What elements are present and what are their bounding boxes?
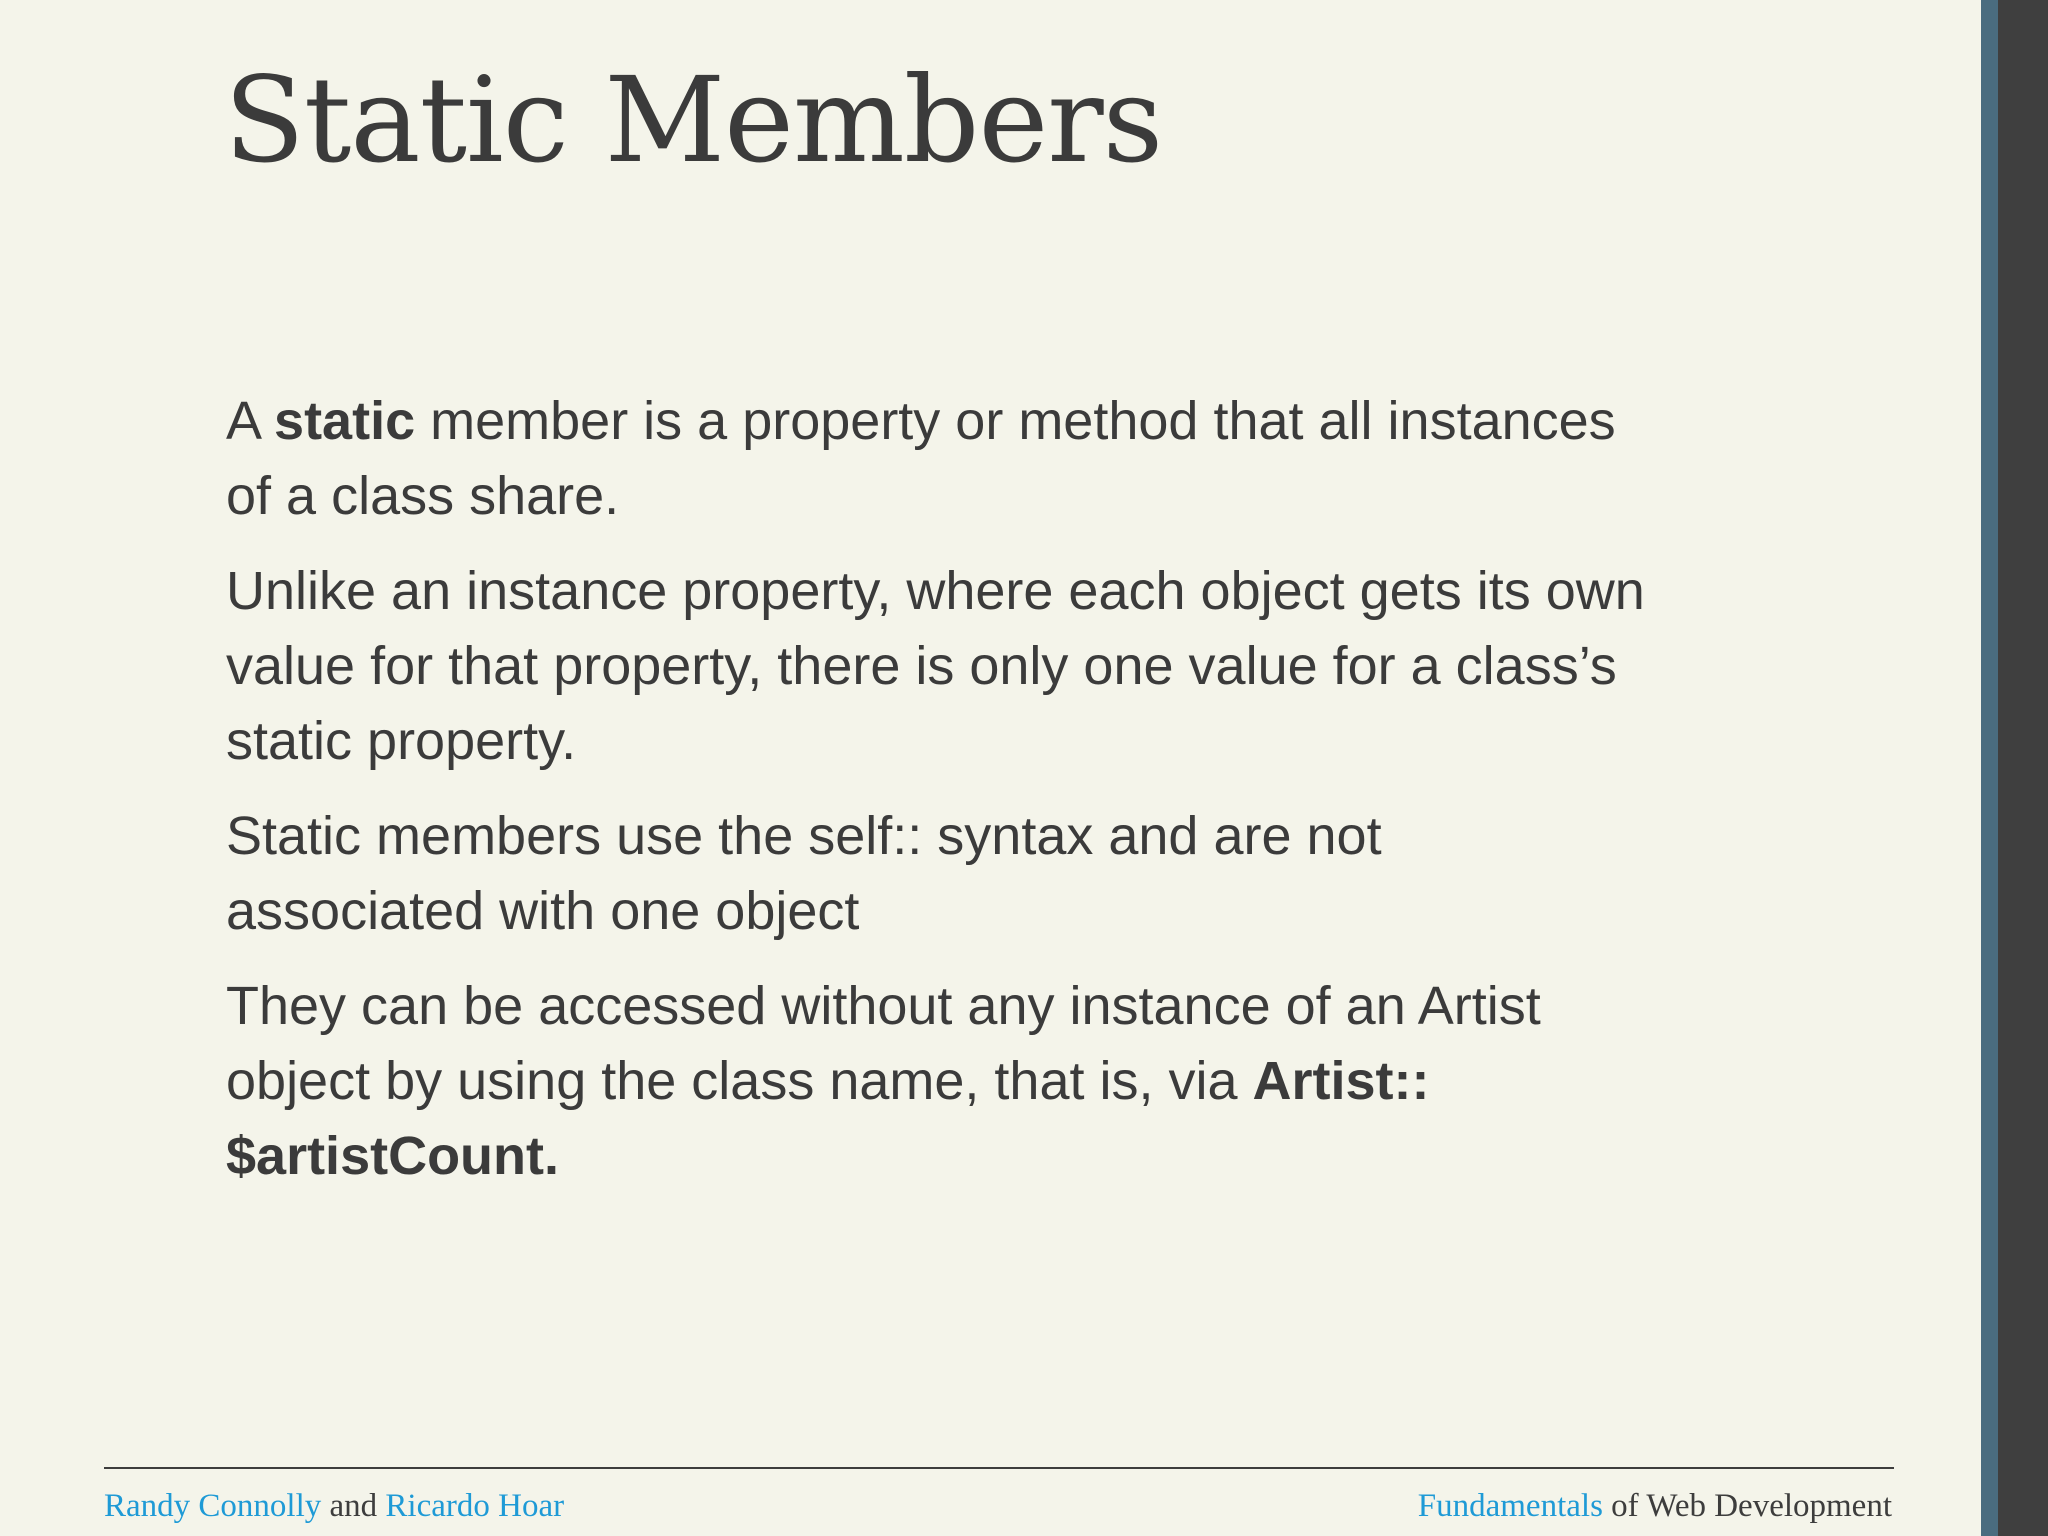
paragraph-static-definition — [226, 384, 1646, 534]
author-conjunction: and — [321, 1488, 386, 1524]
book-title-rest: of Web Development — [1602, 1488, 1892, 1524]
footer-book-title — [1418, 1484, 1892, 1528]
paragraph-instance-comparison: Unlike an instance property, where each object gets its own value for that property, there is only one value for a class’s static property. — [226, 561, 1645, 771]
footer-authors — [104, 1484, 564, 1528]
author-randy-connolly: Randy Connolly — [104, 1488, 322, 1524]
slide-title: Static Members — [224, 51, 1163, 189]
text-span: They can be accessed without any instance of an Artist object by using the class name, that is, via — [226, 976, 1541, 1111]
side-bar-accent — [1981, 0, 1998, 1536]
side-bar-dark — [1998, 0, 2048, 1536]
text-span: member is a property or method that all instances of a class share. — [226, 391, 1616, 526]
paragraph-access — [226, 969, 1646, 1194]
code-artist-count: Artist:: $artistCount. — [226, 1051, 1430, 1186]
footer-divider — [104, 1467, 1894, 1469]
book-title-accent: Fundamentals — [1417, 1488, 1603, 1524]
author-ricardo-hoar: Ricardo Hoar — [385, 1488, 565, 1524]
slide-body — [226, 384, 1646, 1214]
paragraph-self-syntax: Static members use the self:: syntax and are not associated with one object — [226, 806, 1382, 941]
keyword-static: static — [274, 391, 416, 451]
text-span: A — [226, 391, 275, 451]
